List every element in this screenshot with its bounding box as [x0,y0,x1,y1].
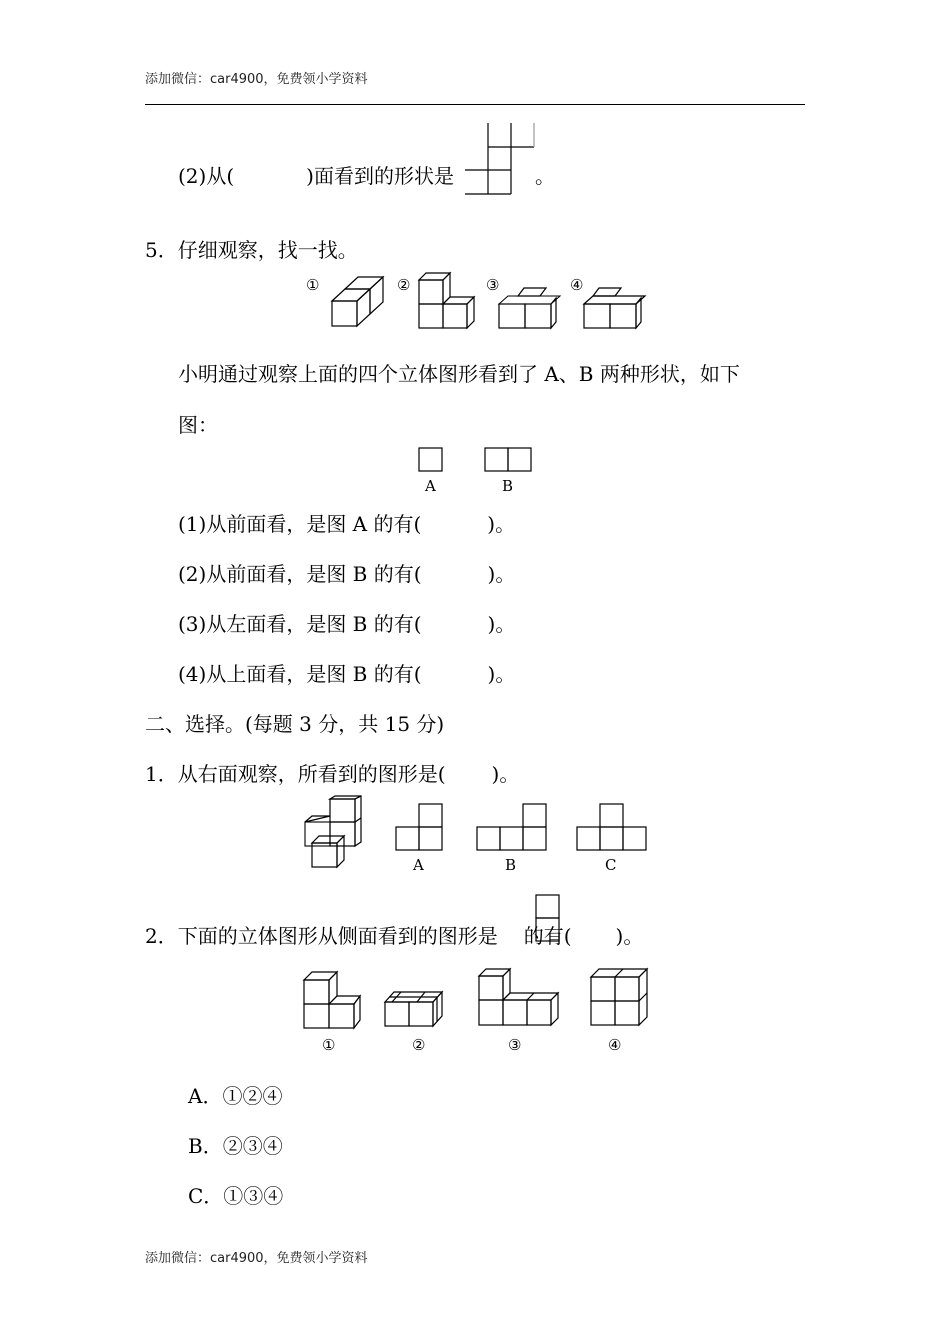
s2q1-text: 1．从右面观察，所看到的图形是( [145,762,446,786]
s2q1-question [145,760,519,788]
section2-title: 二、选择。(每题 3 分，共 15 分) [145,712,445,736]
q5-item-4-text: (4)从上面看，是图 B 的有( [178,662,422,686]
s2q1-option-c-label: C [605,856,617,874]
s2q2-figure-2 [384,984,450,1028]
q5-item-1-close: )。 [487,512,516,536]
q5-item-1 [178,510,515,538]
s2q1-solid-figure [304,796,362,870]
s2q1-close: )。 [491,762,520,786]
q5-item-3-close: )。 [487,612,516,636]
q5-item-1-text: (1)从前面看，是图 A 的有( [178,512,422,536]
q5-figure-label-1: ① [306,276,320,294]
s2q2-prefix: 2．下面的立体图形从侧面看到的图形是 [145,924,498,948]
q5-item-3 [178,610,515,638]
s2q1-option-a-label: A [413,856,424,874]
s2q2-figure-4 [590,968,650,1028]
s2q2-figure-label-2: ② [412,1036,426,1054]
s2q1-option-b-label: B [505,856,517,874]
s2q1-option-c-shape [576,803,648,851]
q5-figure-label-4: ④ [570,276,584,294]
q5-item-3-text: (3)从左面看，是图 B 的有( [178,612,422,636]
q5-item-4 [178,660,515,688]
q5-figure-3 [498,286,558,330]
q5-description-line2: 图： [178,413,218,437]
s2q2-figure-label-1: ① [322,1036,336,1054]
q4-part2-view-shape [462,123,542,195]
q5-figure-1 [331,276,383,328]
s2q2-suffix: 的有( [523,924,572,948]
q5-item-2 [178,560,515,588]
q4-part2-mid: )面看到的形状是 [306,164,454,188]
q5-figure-label-3: ③ [486,276,500,294]
page-header: 添加微信：car4900，免费领小学资料 [145,72,368,87]
q5-shape-a-label: A [425,477,436,495]
s2q2-figure-label-4: ④ [608,1036,622,1054]
q5-item-2-text: (2)从前面看，是图 B 的有( [178,562,422,586]
s2q2-figure-1 [303,970,361,1030]
s2q2-option-a[interactable]: A．①②④ [188,1084,283,1108]
q5-item-4-close: )。 [487,662,516,686]
q5-description-line1: 小明通过观察上面的四个立体图形看到了 A、B 两种形状，如下 [178,362,740,386]
q5-title: 5．仔细观察，找一找。 [145,238,358,262]
s2q2-inline-shape [535,894,561,944]
q5-shape-a [418,447,444,473]
s2q2-question [145,922,643,950]
s2q2-option-c[interactable]: C．①③④ [188,1184,284,1208]
q4-part2-prefix: (2)从( [178,164,235,188]
s2q2-figure-label-3: ③ [508,1036,522,1054]
q4-part2 [178,162,454,190]
header-divider [145,104,805,105]
s2q2-option-b[interactable]: B．②③④ [188,1134,283,1158]
q5-figure-label-2: ② [397,276,411,294]
q5-shape-b [484,447,532,473]
s2q1-option-a-shape [395,803,443,851]
page-footer: 添加微信：car4900，免费领小学资料 [145,1251,368,1266]
q5-shape-b-label: B [502,477,514,495]
q4-part2-suffix: 。 [535,164,555,188]
s2q2-figure-3 [478,968,562,1028]
q5-item-2-close: )。 [487,562,516,586]
q5-figure-4 [583,286,643,330]
q5-figure-2 [418,272,478,330]
s2q1-option-b-shape [476,803,548,851]
s2q2-close: )。 [615,924,644,948]
